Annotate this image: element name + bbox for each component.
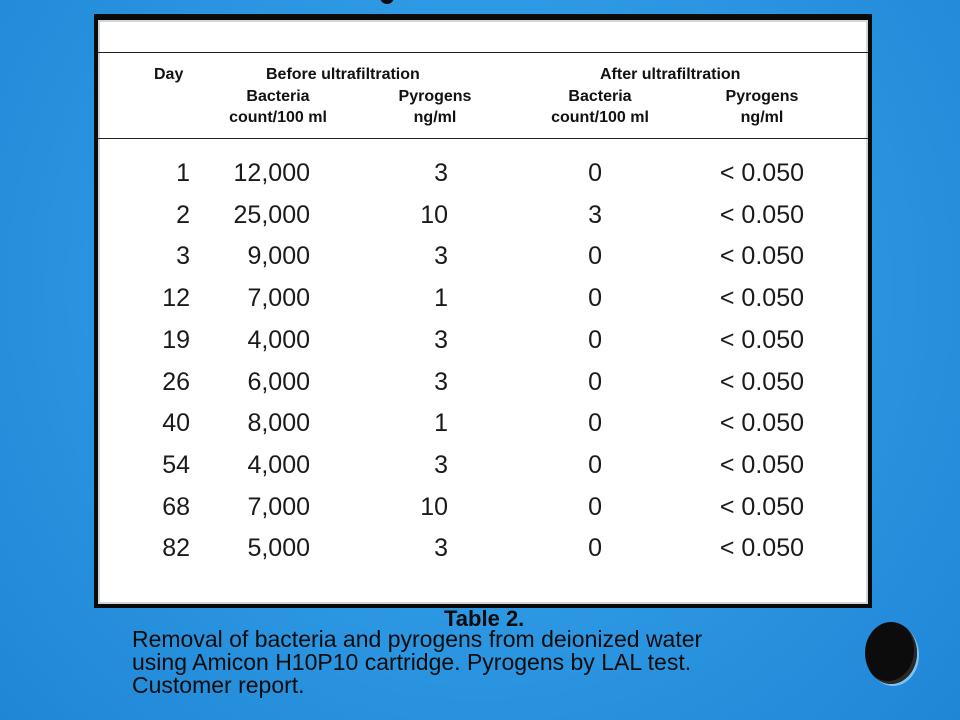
cell-after-bacteria: 0 (588, 326, 602, 354)
cell-after-bacteria: 0 (588, 534, 602, 562)
cell-before-pyrogens: 10 (420, 493, 448, 521)
cell-before-bacteria: 4,000 (247, 326, 310, 354)
cell-after-bacteria: 0 (588, 368, 602, 396)
black-circle-bullet-icon (865, 622, 917, 684)
caption-line: using Amicon H10P10 cartridge. Pyrogens by LAL test. (132, 649, 692, 675)
cell-after-bacteria: 0 (588, 159, 602, 187)
cell-after-bacteria: 0 (588, 451, 602, 479)
header-before-bacteria-line1: Bacteria (246, 88, 310, 105)
cell-before-pyrogens: 3 (434, 534, 448, 562)
cell-day: 68 (162, 493, 190, 521)
cell-before-bacteria: 7,000 (247, 284, 310, 312)
header-after-pyrogens-line1: Pyrogens (725, 88, 799, 105)
caption-body (132, 628, 872, 697)
cell-before-bacteria: 25,000 (233, 201, 310, 229)
header-after-pyrogens-line2: ng/ml (740, 109, 784, 126)
cell-after-pyrogens: < 0.050 (719, 451, 804, 479)
top-edge-fragment (380, 0, 394, 4)
caption-line: Removal of bacteria and pyrogens from deionized water (132, 626, 703, 652)
cell-day: 19 (162, 326, 190, 354)
cell-before-pyrogens: 1 (434, 284, 448, 312)
cell-day: 2 (176, 201, 190, 229)
data-table (94, 14, 872, 608)
cell-after-pyrogens: < 0.050 (719, 326, 804, 354)
cell-before-bacteria: 5,000 (247, 534, 310, 562)
cell-before-pyrogens: 10 (420, 201, 448, 229)
cell-after-pyrogens: < 0.050 (719, 159, 804, 187)
header-before-pyrogens-line1: Pyrogens (398, 88, 472, 105)
cell-after-bacteria: 0 (588, 284, 602, 312)
cell-before-bacteria: 12,000 (233, 159, 310, 187)
cell-after-bacteria: 0 (588, 493, 602, 521)
cell-before-pyrogens: 3 (434, 326, 448, 354)
cell-after-pyrogens: < 0.050 (719, 534, 804, 562)
cell-after-pyrogens: < 0.050 (719, 409, 804, 437)
header-before-bacteria-line2: count/100 ml (229, 109, 327, 126)
cell-before-bacteria: 9,000 (247, 242, 310, 270)
header-after-bacteria-line1: Bacteria (568, 88, 632, 105)
cell-day: 3 (176, 242, 190, 270)
cell-before-pyrogens: 3 (434, 159, 448, 187)
cell-before-bacteria: 6,000 (247, 368, 310, 396)
cell-after-bacteria: 3 (588, 201, 602, 229)
cell-before-bacteria: 8,000 (247, 409, 310, 437)
cell-day: 26 (162, 368, 190, 396)
cell-before-pyrogens: 3 (434, 242, 448, 270)
header-before-pyrogens-line2: ng/ml (413, 109, 457, 126)
caption-title: Table 2. (444, 606, 525, 631)
cell-day: 40 (162, 409, 190, 437)
cell-after-pyrogens: < 0.050 (719, 201, 804, 229)
caption-line: Customer report. (132, 672, 305, 698)
header-day: Day (154, 66, 184, 83)
cell-after-pyrogens: < 0.050 (719, 284, 804, 312)
cell-day: 82 (162, 534, 190, 562)
cell-before-bacteria: 4,000 (247, 451, 310, 479)
header-before-group: Before ultrafiltration (266, 66, 420, 83)
cell-before-bacteria: 7,000 (247, 493, 310, 521)
cell-day: 54 (162, 451, 190, 479)
cell-day: 12 (162, 284, 190, 312)
cell-before-pyrogens: 3 (434, 451, 448, 479)
header-top-rule (98, 52, 868, 53)
header-after-bacteria-line2: count/100 ml (551, 109, 649, 126)
header-bottom-rule (98, 138, 868, 139)
cell-after-pyrogens: < 0.050 (719, 493, 804, 521)
header-after-group: After ultrafiltration (600, 66, 741, 83)
cell-day: 1 (176, 159, 190, 187)
cell-before-pyrogens: 1 (434, 409, 448, 437)
cell-after-pyrogens: < 0.050 (719, 368, 804, 396)
cell-after-bacteria: 0 (588, 242, 602, 270)
cell-after-bacteria: 0 (588, 409, 602, 437)
cell-before-pyrogens: 3 (434, 368, 448, 396)
cell-after-pyrogens: < 0.050 (719, 242, 804, 270)
